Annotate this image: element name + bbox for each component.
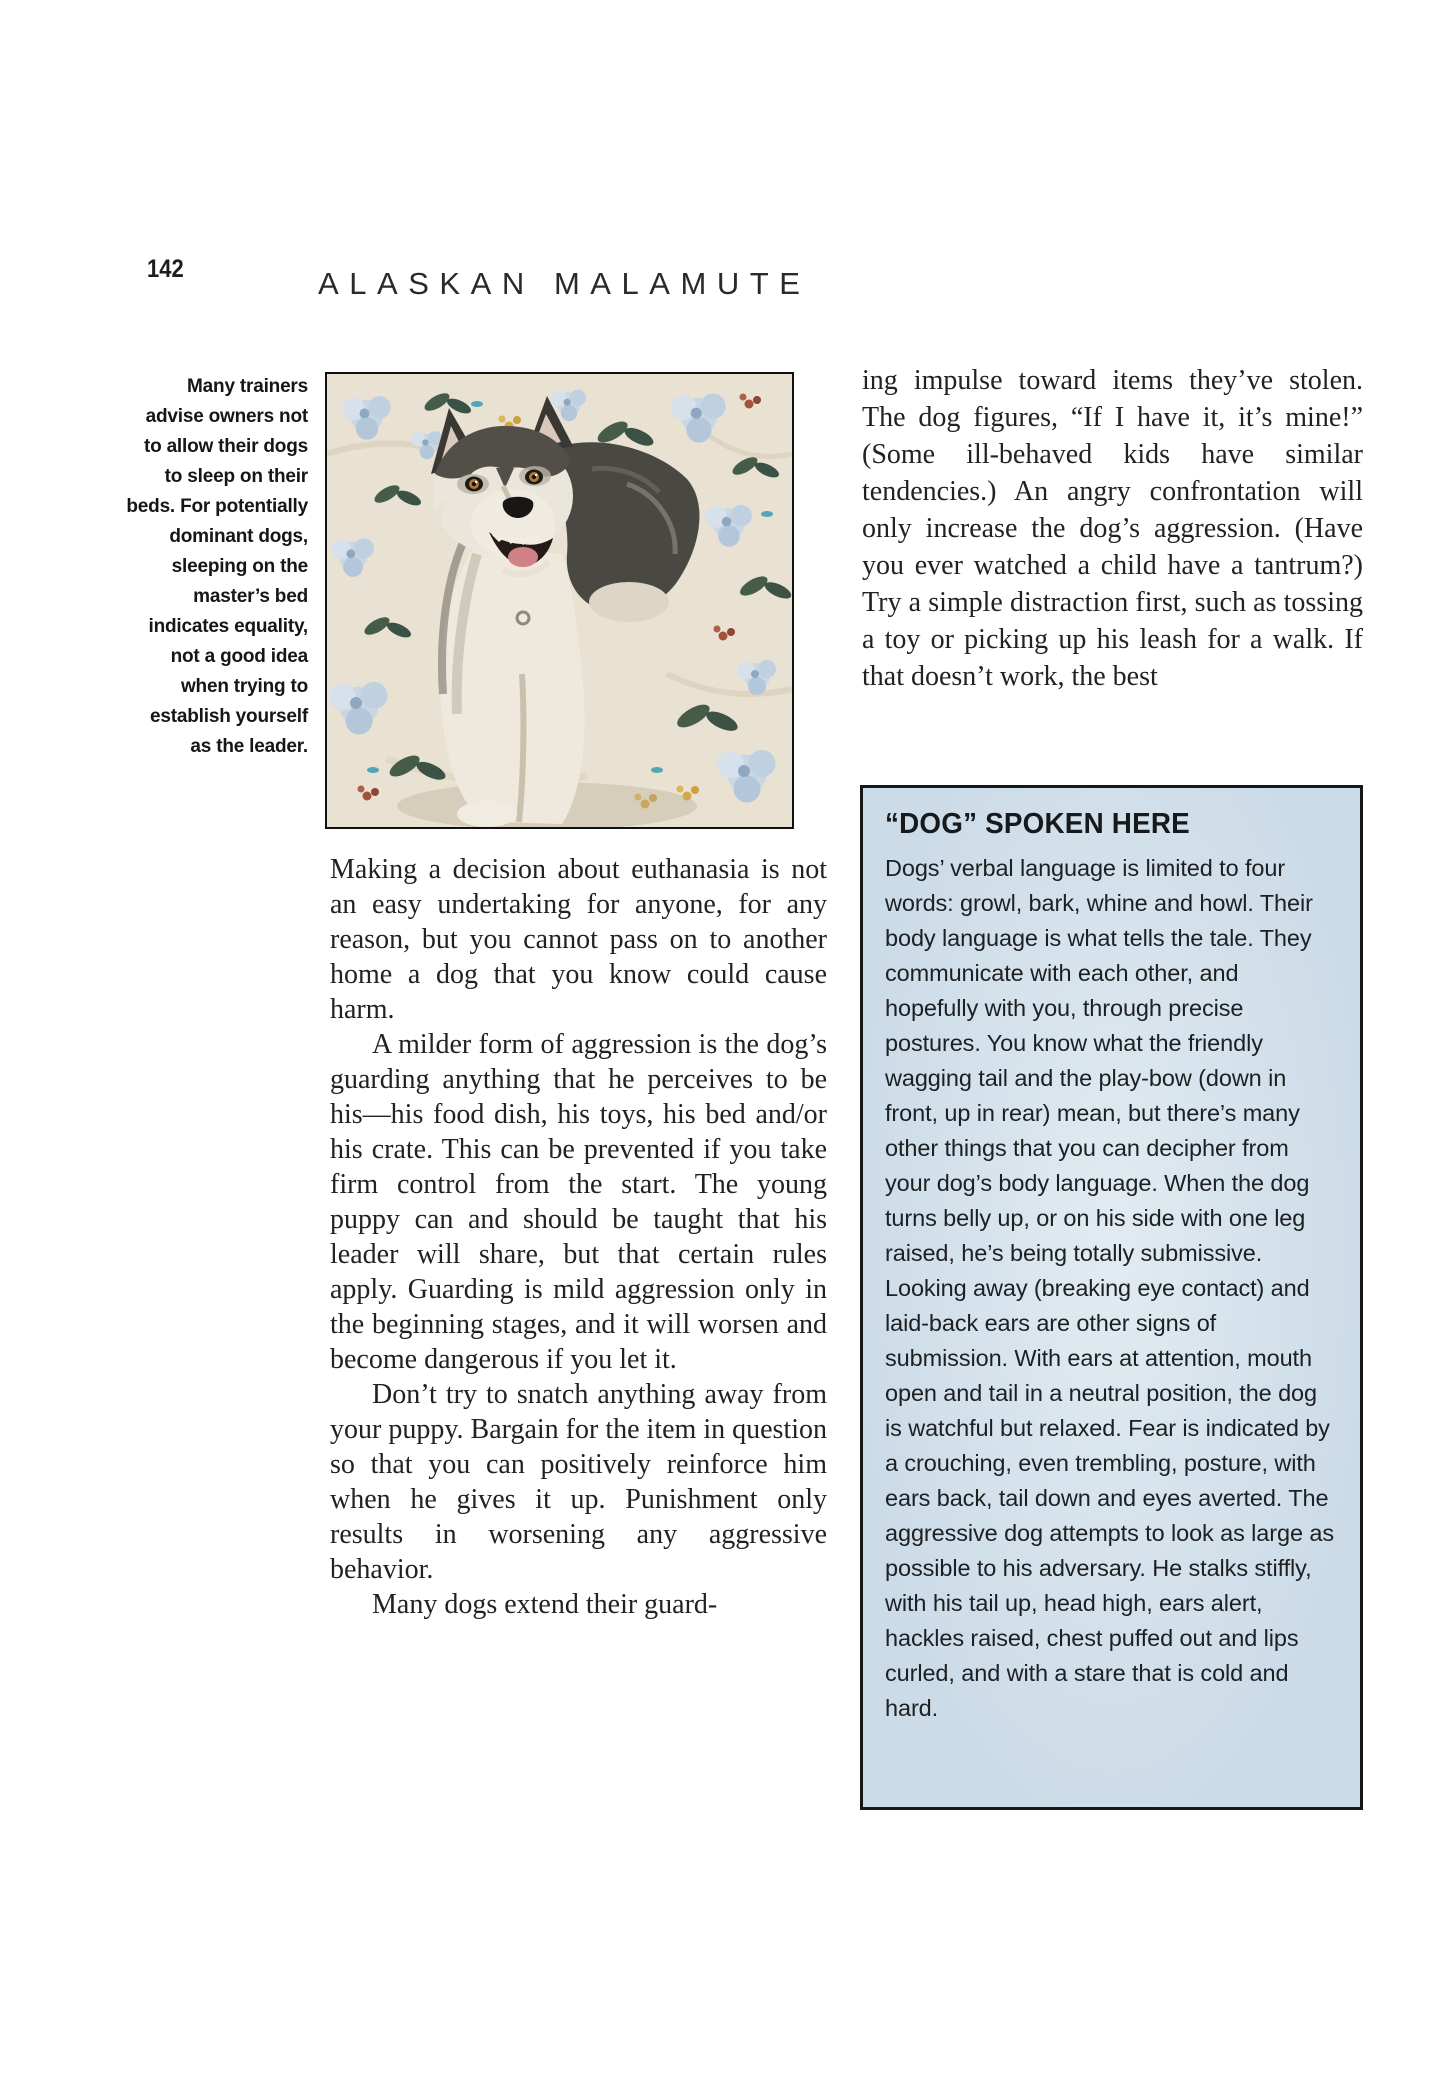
body-paragraph: Many dogs extend their guard- [372,1589,718,1620]
sidebar-box [860,785,1363,1810]
page-title: ALASKAN MALAMUTE [318,266,811,301]
dog-on-floral-bed-illustration [327,374,792,827]
body-paragraph: Making a decision about euthanasia is not an easy undertaking for anyone, for any reason, but you cannot pass on to another home a dog that you know could cause harm. [330,854,827,1025]
body-paragraph: ing impulse toward items they’ve stolen. The dog figures, “If I have it, it’s mine!” (Some ill-behaved kids have similar tendencies.) An angry confrontation will only increase the dog’s aggression. (Have you ever watched a child have a tantrum?) Try a simple distraction first, such as tossing a toy or picking up his leash for a walk. If that doesn’t work, the best [862,365,1363,692]
body-paragraph: Don’t try to snatch anything away from your puppy. Bargain for the item in question so that you can positively reinforce him when he gives it up. Punishment only results in worsening any aggressive behavior. [330,1379,827,1585]
sidebar-body: Dogs’ verbal language is limited to four words: growl, bark, whine and howl. Their body language is what tells the tale. They communicate with each other, and hopefully with you, through precise postures. You know what the friendly wagging tail and the play-bow (down in front, up in rear) mean, but there’s many other things that you can decipher from your dog’s body language. When the dog turns belly up, or on his side with one leg raised, he’s being totally submissive. Looking away (breaking eye contact) and laid-back ears are other signs of submission. With ears at attention, mouth open and tail in a neutral position, the dog is watchful but relaxed. Fear is indicated by a crouching, even trembling, posture, with ears back, tail down and eyes averted. The aggressive dog attempts to look as large as possible to his adversary. He stalks stiffly, with his tail up, head high, ears alert, hackles raised, chest puffed out and lips curled, and with a stare that is cold and hard. [885,855,1334,1721]
photo-caption: Many trainers advise owners not to allow their dogs to sleep on their beds. For potentially dominant dogs, sleeping on the master’s bed indicates equality, not a good idea when trying to establish yourself as the leader. [126,376,308,757]
sidebar-title: “DOG” SPOKEN HERE [885,808,1190,840]
page-number: 142 [147,255,184,283]
left-text-column [330,852,827,1622]
dog-photo [325,372,794,829]
right-text-column [862,362,1363,695]
body-paragraph: A milder form of aggression is the dog’s guarding anything that he perceives to be his—his food dish, his toys, his bed and/or his crate. This can be prevented if you take firm control from the start. The young puppy can and should be taught that his leader will share, but that certain rules apply. Guarding is mild aggression only in the beginning stages, and it will worsen and become dangerous if you let it. [330,1029,827,1375]
